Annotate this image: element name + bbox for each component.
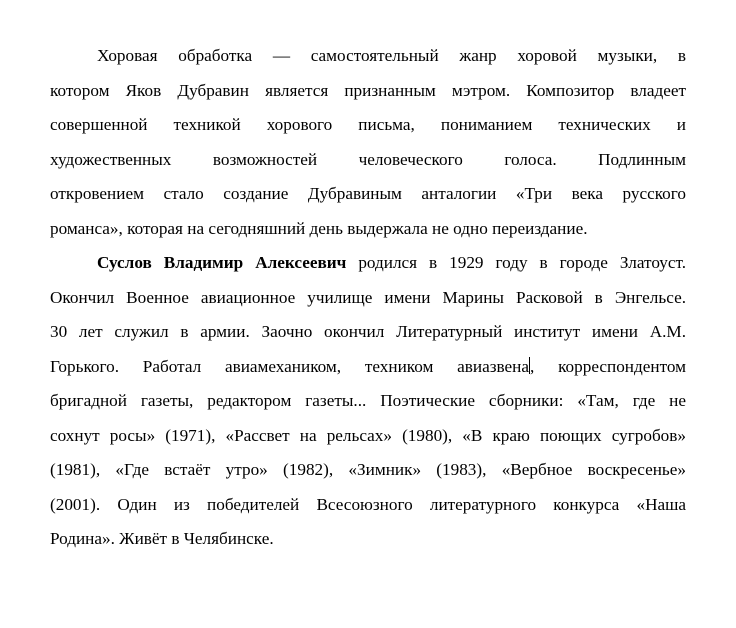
line-text: романса», которая на сегодняшний день выдержала не одно переиздание. (50, 218, 588, 238)
paragraph-horovaya-obrabotka[interactable] (50, 39, 686, 246)
line-text: (1981), «Где встаёт утро» (1982), «Зимник» (1983), «Вербное воскресенье» (50, 460, 686, 479)
line-text: сохнут росы» (1971), «Рассвет на рельсах» (1980), «В краю поющих сугробов» (50, 425, 686, 445)
line-text: откровением стало создание Дубравиным анталогии «Три века русского (50, 184, 686, 203)
author-name-bold: Суслов Владимир Алексеевич (97, 253, 347, 272)
text-line (50, 453, 686, 488)
line-text: котором Яков Дубравин является признанным мэтром. Композитор владеет (50, 80, 686, 100)
text-line (50, 39, 686, 74)
line-text-before-caret: Горького. Работал авиамехаником, техником авиазвена (50, 356, 529, 376)
text-line-with-caret (50, 350, 686, 385)
text-line (50, 212, 686, 247)
line-text: родился в 1929 году в городе Златоуст. (346, 253, 687, 272)
text-line (50, 488, 686, 523)
text-line (50, 108, 686, 143)
line-text: бригадной газеты, редактором газеты... Поэтические сборники: «Там, где не (50, 391, 686, 410)
text-line (50, 384, 686, 419)
line-text: Родина». Живёт в Челябинске. (50, 529, 274, 548)
text-line (50, 143, 686, 178)
line-text: Хоровая обработка — самостоятельный жанр хоровой музыки, в (97, 46, 686, 65)
text-line (50, 522, 686, 557)
line-text: Окончил Военное авиационное училище имени Марины Расковой в Энгельсе. (50, 287, 686, 307)
document-text-body[interactable] (50, 39, 686, 557)
text-line (50, 315, 686, 350)
text-line (50, 419, 686, 454)
line-text-after-caret: , корреспондентом (530, 356, 686, 376)
line-text: совершенной техникой хорового письма, пониманием технических и (50, 115, 686, 134)
line-text: художественных возможностей человеческого голоса. Подлинным (50, 149, 686, 169)
line-text: 30 лет служил в армии. Заочно окончил Литературный институт имени А.М. (50, 322, 686, 341)
paragraph-suslov[interactable] (50, 246, 686, 557)
text-line (50, 74, 686, 109)
text-line (50, 281, 686, 316)
text-line (50, 246, 686, 281)
line-text: (2001). Один из победителей Всесоюзного литературного конкурса «Наша (50, 494, 686, 514)
text-line (50, 177, 686, 212)
